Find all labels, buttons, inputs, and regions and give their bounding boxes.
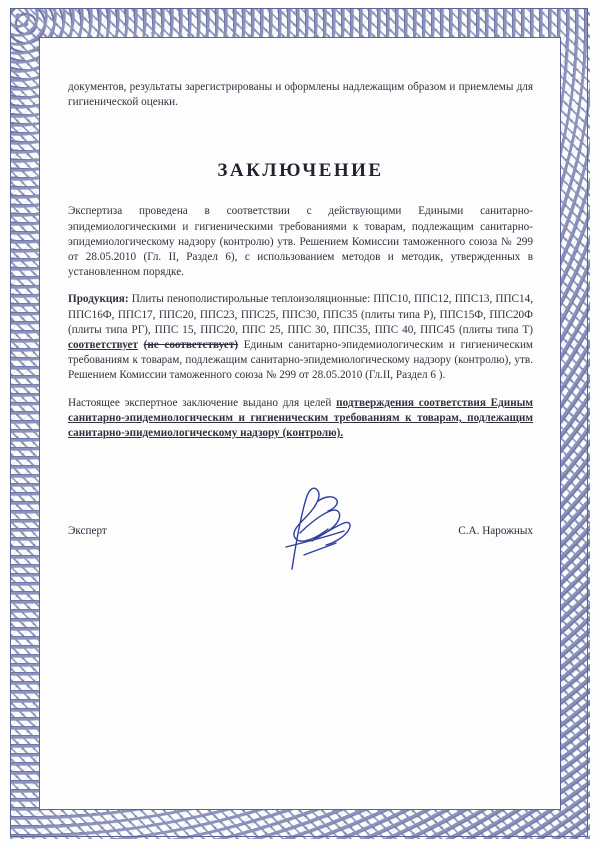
conformity-yes: соответствует [68,339,138,352]
product-list: Плиты пенополистирольные теплоизоляционные: ППС10, ППС12, ППС13, ППС14, ППС16Ф, ППС17, ППС20, ППС23, ППС25, ППС30, ППС35 (плиты типа Р), ППС15Ф, ППС20Ф (плиты типа РГ), ППС 15, ППС20, ППС 25, ППС 30, ППС35, ППС 40, ППС45 (плиты типа Т) [68,293,534,336]
conformity-no: (не соответствует) [143,339,239,352]
signature-row [68,513,533,553]
page-title: ЗАКЛЮЧЕНИЕ [217,160,384,182]
product-label: Продукция: [68,293,129,306]
top-paragraph: документов, результаты зарегистрированы и оформлены надлежащим образом и приемлемы для гигиенической оценки. [68,81,533,109]
issued-paragraph [68,396,533,442]
issued-underlined: подтверждения соответствия Единым санитарно-эпидемиологическим и гигиеническим требованиям к товарам, подлежащим санитарно-эпидемиологическому надзору (контролю). [68,396,534,440]
expert-name: С.А. Нарожных [458,525,533,538]
document-content [68,80,533,553]
conformity-tail: Единым санитарно-эпидемиологическим и гигиеническим требованиям к товарам, подлежащим санитарно-эпидемиологическому надзору (контролю), утв. Решением Комиссии таможенного союза № 299 от 28.05.2010 (Гл.II, Раздел 6 ). [68,339,534,382]
expertise-paragraph: Экспертиза проведена в соответствии с действующими Едиными санитарно-эпидемиологическими и гигиеническими требованиями к товарам, подлежащим санитарно-эпидемиологическому надзору (контролю) утв. Решением Комиссии таможенного союза № 299 от 28.05.2010 (Гл. II, Раздел 6), с использованием методов и методик, утвержденных в установленном порядке. [68,205,533,279]
handwritten-signature-icon [256,481,376,577]
expert-label: Эксперт [68,525,107,538]
issued-prefix: Настоящее экспертное заключение выдано для целей [68,396,332,409]
product-paragraph [68,292,533,383]
